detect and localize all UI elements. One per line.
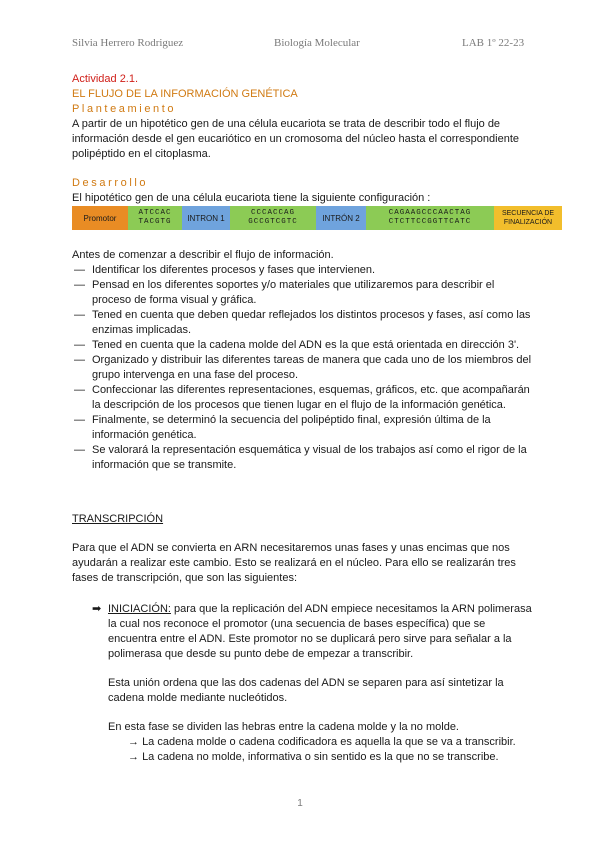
before-text: Antes de comenzar a describir el flujo de información. xyxy=(72,249,334,261)
gene-segment: INTRON 1 xyxy=(182,206,230,230)
gene-segment xyxy=(494,206,562,230)
arrow-item: → La cadena no molde, informativa o sin sentido es la que no se transcribe. xyxy=(128,751,499,763)
sequence-line: TACGTG xyxy=(138,218,172,226)
gene-diagram xyxy=(72,206,562,230)
activity-label: Actividad 2.1. xyxy=(72,73,139,85)
arrow-item: → La cadena molde o cadena codificadora es aquella la que se va a transcribir. xyxy=(128,736,516,748)
activity-block xyxy=(72,72,528,162)
list-item: — Se valorará la representación esquemática y visual de los trabajos así como el rigor de la información que se transmite. xyxy=(74,444,527,471)
list-item: — Confeccionar las diferentes representaciones, esquemas, gráficos, etc. que acompañarán la descripción de los procesos que tienen lugar en el flujo de la información genética. xyxy=(74,384,530,411)
union-paragraph: Esta unión ordena que las dos cadenas del ADN se separen para así sintetizar la cadena molde mediante nucleótidos. xyxy=(108,677,504,704)
arrow-bullet-icon: ➡ xyxy=(92,603,102,615)
desarrollo-intro: El hipotético gen de una célula eucariota tiene la siguiente configuración : xyxy=(72,192,431,204)
header-author: Silvia Herrero Rodriguez xyxy=(72,37,184,49)
list-item: — Identificar los diferentes procesos y fases que intervienen. xyxy=(74,264,376,276)
instructions-block xyxy=(72,248,532,473)
instruction-list xyxy=(72,263,532,473)
desarrollo-block xyxy=(72,176,528,206)
page-number: 1 xyxy=(297,798,303,809)
gene-segment xyxy=(128,206,182,230)
list-item: — Pensad en los diferentes soportes y/o materiales que utilizaremos para describir el proceso de forma visual y gráfica. xyxy=(74,279,495,306)
iniciacion-label: INICIACIÓN: xyxy=(108,603,171,615)
transcripcion-intro: Para que el ADN se convierta en ARN necesitaremos unas fases y unas encimas que nos ayudarán a realizar este cambio. Esto se realizará en el núcleo. Para ello se realizarán tres fases de transcripción, que son las siguientes: xyxy=(72,542,516,584)
sequence-line: FINALIZACIÓN xyxy=(503,219,553,226)
planteamiento-heading: Planteamiento xyxy=(72,103,177,115)
gene-segment xyxy=(230,206,316,230)
list-item: — Finalmente, se determinó la secuencia del polipéptido final, expresión última de la información genética. xyxy=(74,414,491,441)
planteamiento-text: A partir de un hipotético gen de una célula eucariota se trata de describir todo el flujo de información desde el gen eucariótico en un cromosoma del núcleo hasta el correspondiente polipéptido en el citoplasma. xyxy=(72,118,519,160)
transcripcion-heading: TRANSCRIPCIÓN xyxy=(72,513,164,525)
right-arrow-icon: → xyxy=(128,751,143,763)
sequence-line: CAGAAGCCCAACTAG xyxy=(388,209,472,217)
sequence-line: SECUENCIA DE xyxy=(501,210,555,217)
gene-segment xyxy=(366,206,494,230)
sequence-line: CTCTTCCGGTTCATC xyxy=(388,218,472,226)
list-item: — Tened en cuenta que la cadena molde del ADN es la que está orientada en dirección 3'. xyxy=(74,339,520,351)
header-subject: Biología Molecular xyxy=(274,37,360,49)
list-item: — Tened en cuenta que deben quedar reflejados los distintos procesos y fases, así como las enzimas implicadas. xyxy=(74,309,531,336)
gene-segment: Promotor xyxy=(72,206,128,230)
sequence-line: GCCGTCGTC xyxy=(248,218,298,226)
right-arrow-icon: → xyxy=(128,736,143,748)
desarrollo-heading: Desarrollo xyxy=(72,177,149,189)
sequence-line: ATCCAC xyxy=(138,209,172,217)
iniciacion-paragraph xyxy=(92,602,533,662)
gene-segment: INTRÓN 2 xyxy=(316,206,366,230)
activity-title: EL FLUJO DE LA INFORMACIÓN GENÉTICA xyxy=(72,88,298,100)
sequence-line: CCCACCAG xyxy=(250,209,295,217)
iniciacion-text: para que la replicación del ADN empiece necesitamos la ARN polimerasa la cual nos reconoce el promotor (una secuencia de bases específica) que se encuentra entre el ADN. Este promotor no se duplicará pero sirve para señalar a la polimerasa que desde su punto debe de empezar a transcribir. xyxy=(108,603,532,660)
hebras-paragraph: En esta fase se dividen las hebras entre la cadena molde y la no molde. xyxy=(108,721,459,733)
header-course: LAB 1º 22-23 xyxy=(462,37,525,49)
list-item: — Organizado y distribuir las diferentes tareas de manera que cada uno de los miembros del grupo intervenga en una fase del proceso. xyxy=(74,354,532,381)
